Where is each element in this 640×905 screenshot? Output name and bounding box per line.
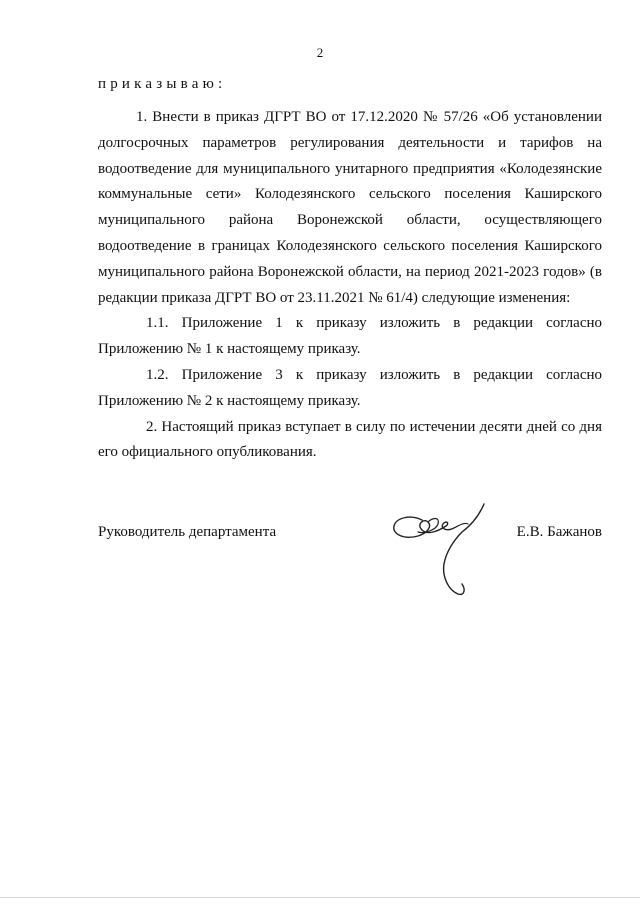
order-body [98,105,602,466]
page-number: 2 [316,45,324,60]
paragraph-effective-date: 2. Настоящий приказ вступает в силу по истечении десяти дней со дня его официального опубликования. [98,418,602,461]
handwritten-signature [388,496,498,600]
page-bottom-edge [0,897,640,898]
signature-block [98,524,602,554]
paragraph-item-1-1: 1.1. Приложение 1 к приказу изложить в редакции согласно Приложению № 1 к настоящему приказу. [98,315,602,358]
signer-title: Руководитель департамента [98,524,277,540]
order-word: приказываю: [98,76,227,92]
paragraph-item-1-2: 1.2. Приложение 3 к приказу изложить в редакции согласно Приложению № 2 к настоящему приказу. [98,366,602,409]
signer-name: Е.В. Бажанов [516,524,602,540]
paragraph-amendment: 1. Внести в приказ ДГРТ ВО от 17.12.2020 № 57/26 «Об установлении долгосрочных параметров регулирования деятельности и тарифов на водоотведение для муниципального унитарного предприятия «Колодезянские коммунальные сети» Колодезянского сельского поселения Каширского муниципального района Воронежской области, осуществляющего водоотведение в границах Колодезянского сельского поселения Каширского муниципального района Воронежской области, на период 2021-2023 годов» (в редакции приказа ДГРТ ВО от 23.11.2021 № 61/4) следующие изменения: [98,109,602,306]
